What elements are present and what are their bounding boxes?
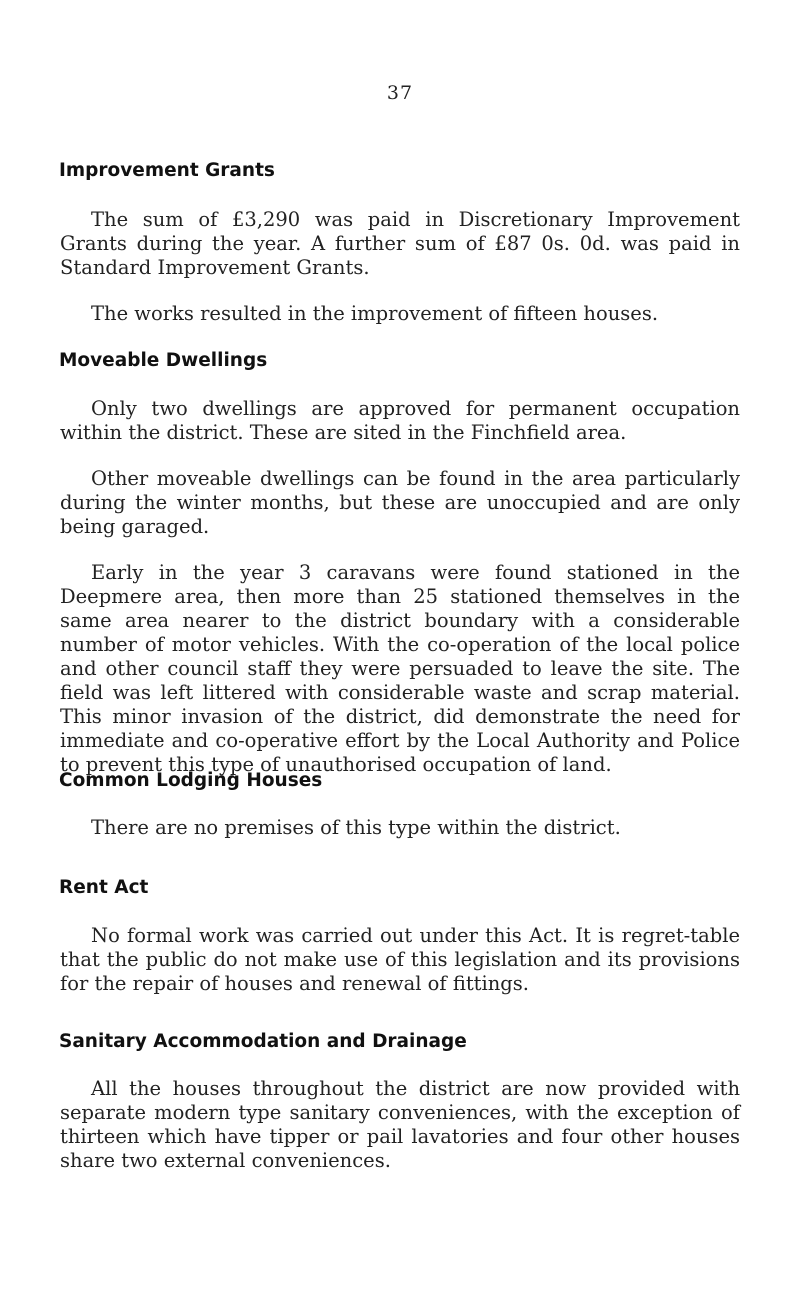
paragraph: There are no premises of this type within the district. bbox=[91, 816, 621, 839]
paragraph: No formal work was carried out under this Act. It is regret-table that the public do not make use of this legislation and its provisions for the repair of houses and renewal of fittings. bbox=[60, 924, 740, 995]
page-number: 37 bbox=[386, 82, 414, 104]
paragraph: Early in the year 3 caravans were found stationed in the Deepmere area, then more than 25 stationed themselves in the same area nearer to the district boundary with a considerable number of motor vehicles. With the co-operation of the local police and other council staff they were persuaded to leave the site. The field was left littered with considerable waste and scrap material. This minor invasion of the district, did demonstrate the need for immediate and co-operative effort by the Local Authority and Police to prevent this type of unauthorised occupation of land. bbox=[60, 561, 740, 776]
section-heading-common-lodging-houses: Common Lodging Houses bbox=[59, 770, 323, 791]
section-heading-sanitary-accommodation-and-drainage: Sanitary Accommodation and Drainage bbox=[59, 1031, 467, 1052]
paragraph: The sum of £3,290 was paid in Discretionary Improvement Grants during the year. A further sum of £87 0s. 0d. was paid in Standard Improvement Grants. bbox=[60, 208, 740, 279]
section-heading-moveable-dwellings: Moveable Dwellings bbox=[59, 350, 268, 371]
paragraph: Other moveable dwellings can be found in the area particularly during the winter months, but these are unoccupied and are only being garaged. bbox=[60, 467, 740, 538]
section-heading-rent-act: Rent Act bbox=[59, 877, 149, 898]
paragraph: All the houses throughout the district are now provided with separate modern type sanitary conveniences, with the exception of thirteen which have tipper or pail lavatories and four other houses share two external conveniences. bbox=[60, 1077, 740, 1172]
section-heading-improvement-grants: Improvement Grants bbox=[59, 160, 275, 181]
paragraph: The works resulted in the improvement of fifteen houses. bbox=[91, 302, 659, 325]
paragraph: Only two dwellings are approved for permanent occupation within the district. These are sited in the Finchfield area. bbox=[60, 397, 740, 444]
